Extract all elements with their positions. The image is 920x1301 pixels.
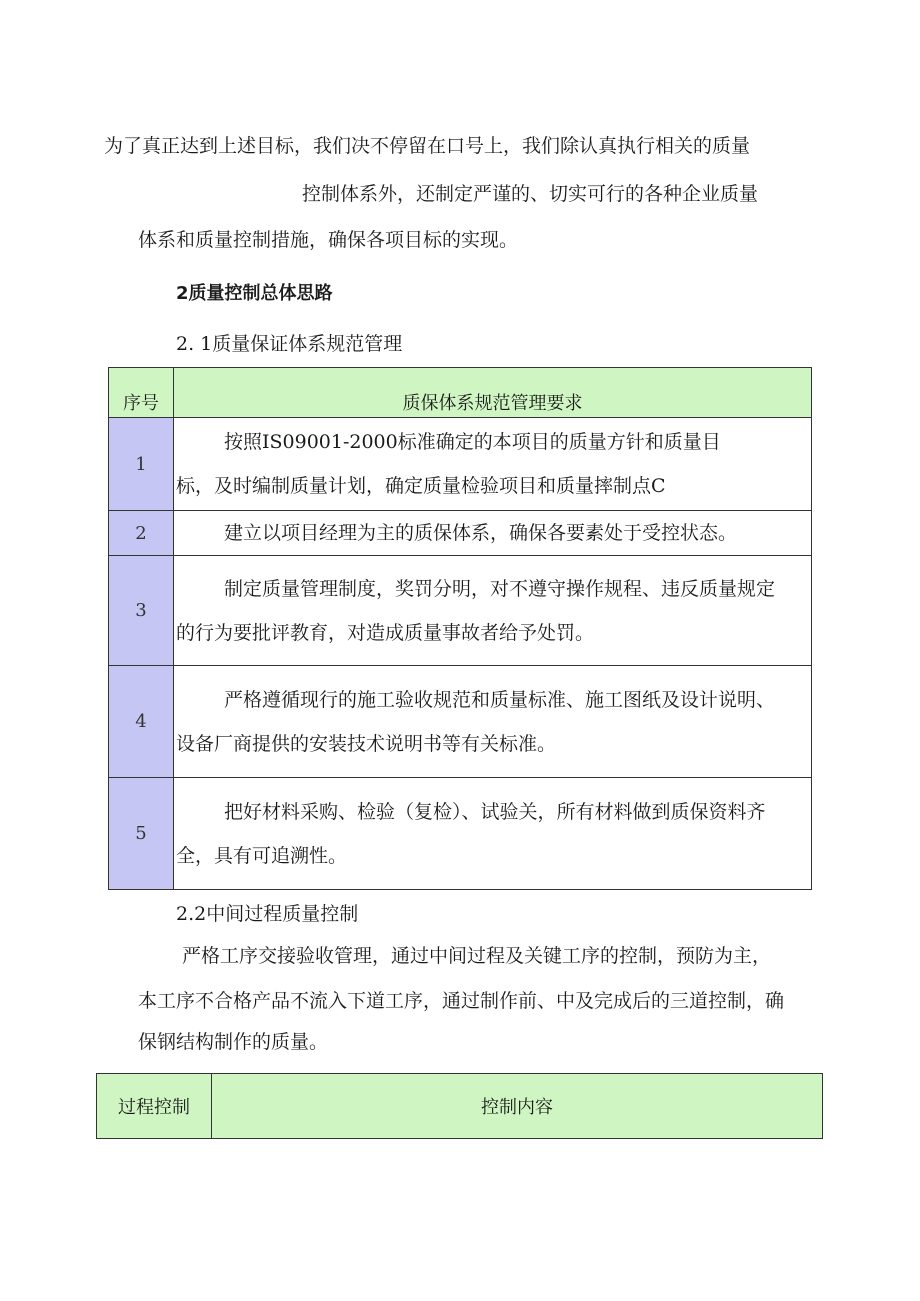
intro-line-3: 体系和质量控制措施，确保各项目标的实现。 bbox=[138, 229, 519, 251]
table-row bbox=[109, 511, 812, 556]
header-control-content: 控制内容 bbox=[212, 1074, 823, 1139]
quality-system-table bbox=[108, 367, 812, 890]
table-row bbox=[109, 418, 812, 511]
intro-line-2: 控制体系外，还制定严谨的、切实可行的各种企业质量 bbox=[302, 183, 759, 205]
row-number: 1 bbox=[109, 418, 174, 511]
row-line: 设备厂商提供的安装技术说明书等有关标准。 bbox=[176, 732, 557, 755]
table-header-row bbox=[97, 1074, 823, 1139]
row-number: 5 bbox=[109, 778, 174, 890]
intro-line-1: 为了真正达到上述目标，我们决不停留在口号上，我们除认真执行相关的质量 bbox=[104, 135, 751, 157]
table-header-row bbox=[109, 368, 812, 418]
table-row bbox=[109, 666, 812, 778]
row-number: 4 bbox=[109, 666, 174, 778]
header-serial-number: 序号 bbox=[109, 368, 174, 418]
table-row bbox=[109, 556, 812, 666]
header-process-control: 过程控制 bbox=[97, 1074, 212, 1139]
section-2-2-para-line-2: 本工序不合格产品不流入下道工序，通过制作前、中及完成后的三道控制，确 bbox=[138, 990, 785, 1012]
row-content bbox=[174, 778, 812, 890]
section-2-1-title: 2. 1质量保证体系规范管理 bbox=[176, 333, 403, 355]
section-2-2-title: 2.2中间过程质量控制 bbox=[176, 903, 359, 925]
row-content bbox=[174, 511, 812, 556]
row-number: 3 bbox=[109, 556, 174, 666]
row-line: 制定质量管理制度，奖罚分明，对不遵守操作规程、违反质量规定 bbox=[224, 577, 776, 600]
row-line: 把好材料采购、检验（复检）、试验关，所有材料做到质保资料齐 bbox=[224, 800, 766, 823]
process-control-table bbox=[96, 1073, 823, 1139]
header-requirements: 质保体系规范管理要求 bbox=[174, 368, 812, 418]
row-line: 全，具有可追溯性。 bbox=[176, 844, 348, 867]
row-line: 的行为要批评教育，对造成质量事故者给予处罚。 bbox=[176, 621, 595, 644]
row-line: 按照IS09001-2000标准确定的本项目的质量方针和质量目 bbox=[224, 431, 721, 453]
section-2-title: 2质量控制总体思路 bbox=[176, 283, 333, 304]
row-content bbox=[174, 556, 812, 666]
row-content bbox=[174, 418, 812, 511]
row-line: 建立以项目经理为主的质保体系，确保各要素处于受控状态。 bbox=[224, 522, 738, 544]
section-2-2-para-line-1: 严格工序交接验收管理，通过中间过程及关键工序的控制，预防为主， bbox=[182, 945, 772, 967]
section-2-2-para-line-3: 保钢结构制作的质量。 bbox=[138, 1031, 329, 1053]
row-content bbox=[174, 666, 812, 778]
row-number: 2 bbox=[109, 511, 174, 556]
table-row bbox=[109, 778, 812, 890]
row-line: 严格遵循现行的施工验收规范和质量标准、施工图纸及设计说明、 bbox=[224, 688, 776, 711]
row-line: 标，及时编制质量计划，确定质量检验项目和质量摔制点C bbox=[176, 475, 666, 497]
